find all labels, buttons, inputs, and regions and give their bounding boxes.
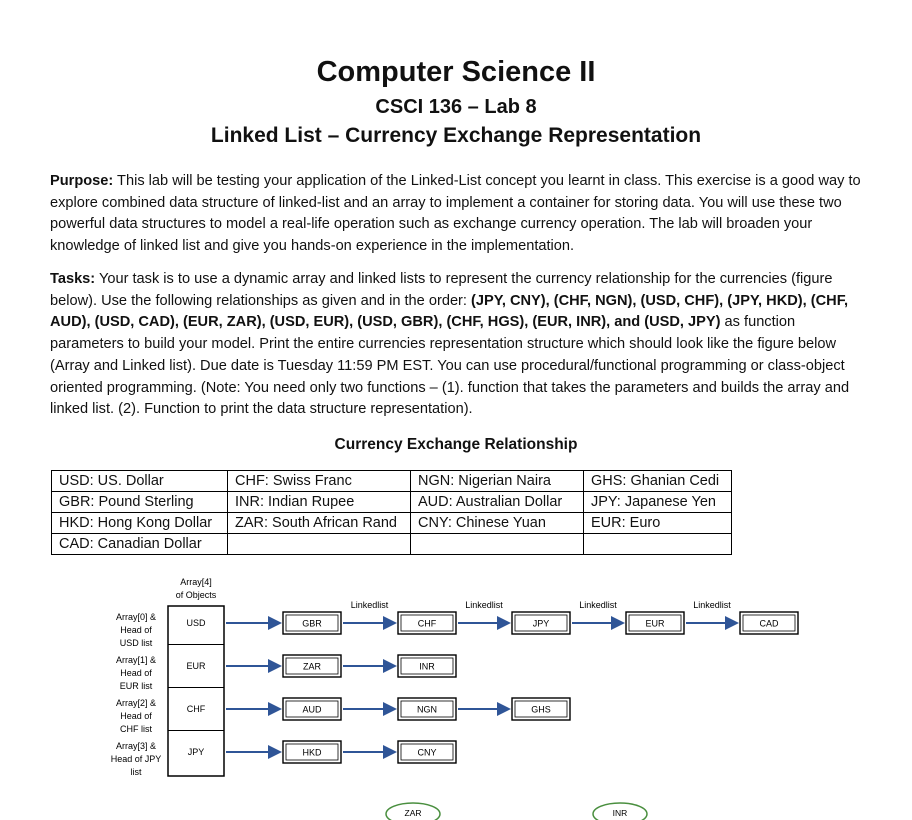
list-node-label: AUD — [302, 704, 322, 715]
array-head-label: Head of — [120, 668, 152, 678]
legend-row — [52, 534, 732, 555]
tasks-label: Tasks: — [50, 271, 96, 287]
legend-cell — [228, 534, 411, 555]
legend-cell: NGN: Nigerian Naira — [411, 471, 584, 492]
legend-cell: AUD: Australian Dollar — [411, 492, 584, 513]
tasks-pairs: (JPY, CNY), (CHF, NGN), (USD, CHF), (JPY, HKD), (CHF, AUD), (USD, CAD), (EUR, ZAR), (USD, EUR), (USD, GBR), (CHF, HGS), (EUR, INR), and (USD, JPY) — [50, 292, 849, 331]
legend-cell — [411, 534, 584, 555]
list-node-label: HKD — [302, 747, 322, 758]
purpose-paragraph — [50, 171, 862, 258]
array-cell-label: CHF — [186, 704, 206, 714]
array-header-line2: of Objects — [175, 590, 217, 600]
list-node-label: JPY — [532, 618, 550, 629]
list-node-label: ZAR — [303, 661, 321, 672]
linkedlist-label: Linkedlist — [693, 600, 731, 610]
array-head-label: Array[1] & — [115, 655, 157, 665]
array-head-label: Array[2] & — [115, 698, 157, 708]
currency-legend-table — [51, 470, 732, 555]
array-head-label: USD list — [119, 638, 153, 648]
array-head-label: Head of — [120, 625, 152, 635]
linked-list-diagram — [0, 570, 912, 820]
list-node-label: INR — [419, 661, 435, 672]
legend-cell: ZAR: South African Rand — [228, 513, 411, 534]
tasks-paragraph — [50, 269, 862, 421]
legend-cell: INR: Indian Rupee — [228, 492, 411, 513]
array-head-label: Head of — [120, 711, 152, 721]
list-node-label: CNY — [417, 747, 437, 758]
array-head-label: Head of JPY — [110, 754, 162, 764]
lab-subtitle: Linked List – Currency Exchange Representation — [210, 124, 702, 147]
tasks-text-before: Your task is to use a dynamic array and linked lists to represent the currency relationship for the currencies (figure below). Use the following relationships as given and in the order: — [50, 271, 833, 309]
legend-row — [52, 492, 732, 513]
legend-row — [52, 513, 732, 534]
array-cell-label: JPY — [187, 747, 205, 757]
legend-cell: CAD: Canadian Dollar — [52, 534, 228, 555]
array-head-label: Array[3] & — [115, 741, 157, 751]
legend-cell: CNY: Chinese Yuan — [411, 513, 584, 534]
legend-cell: HKD: Hong Kong Dollar — [52, 513, 228, 534]
legend-cell: GBR: Pound Sterling — [52, 492, 228, 513]
list-node-label: GBR — [302, 618, 322, 629]
relationship-heading: Currency Exchange Relationship — [334, 436, 578, 453]
list-node-label: GHS — [531, 704, 551, 715]
list-node-label: CAD — [759, 618, 779, 629]
list-node-label: NGN — [417, 704, 437, 715]
array-cell-label: EUR — [186, 661, 206, 671]
legend-cell: GHS: Ghanian Cedi — [584, 471, 732, 492]
linkedlist-label: Linkedlist — [350, 600, 389, 610]
legend-cell — [584, 534, 732, 555]
array-cell-label: USD — [186, 618, 206, 628]
bottom-oval-label: ZAR — [404, 808, 422, 818]
linkedlist-label: Linkedlist — [579, 600, 617, 610]
list-node-label: EUR — [645, 618, 665, 629]
linkedlist-label: Linkedlist — [465, 600, 503, 610]
bottom-oval-label: INR — [612, 808, 628, 818]
array-head-label: EUR list — [119, 681, 153, 691]
array-head-label: Array[0] & — [115, 612, 157, 622]
purpose-text: This lab will be testing your application of the Linked-List concept you learnt in class. This exercise is a good way to explore combined data structure of linked-list and an array to implement a container for storing data. You will use these two powerful data structures to model a real-life operation such as exchange currency operation. The lab will broaden your knowledge of linked list and give you hands-on experience in the implementation. — [50, 173, 861, 255]
tasks-text-after: as function parameters to build your model. Print the entire currencies representation structure which should look like the figure below (Array and Linked list). Due date is Tuesday 11:59 PM EST. You can use procedural/functional programming or class-object oriented programming. (Note: You need only two functions – (1). function that takes the parameters and builds the array and linked list. (2). Function to print the data structure representation). — [50, 314, 850, 418]
array-head-label: CHF list — [120, 724, 152, 734]
legend-cell: USD: US. Dollar — [52, 471, 228, 492]
page-title: Computer Science II — [316, 56, 596, 88]
legend-cell: CHF: Swiss Franc — [228, 471, 411, 492]
legend-cell: EUR: Euro — [584, 513, 732, 534]
array-head-label: list — [130, 767, 142, 777]
course-code: CSCI 136 – Lab 8 — [375, 96, 537, 118]
legend-row — [52, 471, 732, 492]
array-header-line1: Array[4] — [180, 577, 212, 587]
list-node-label: CHF — [417, 618, 437, 629]
legend-cell: JPY: Japanese Yen — [584, 492, 732, 513]
purpose-label: Purpose: — [50, 173, 114, 189]
